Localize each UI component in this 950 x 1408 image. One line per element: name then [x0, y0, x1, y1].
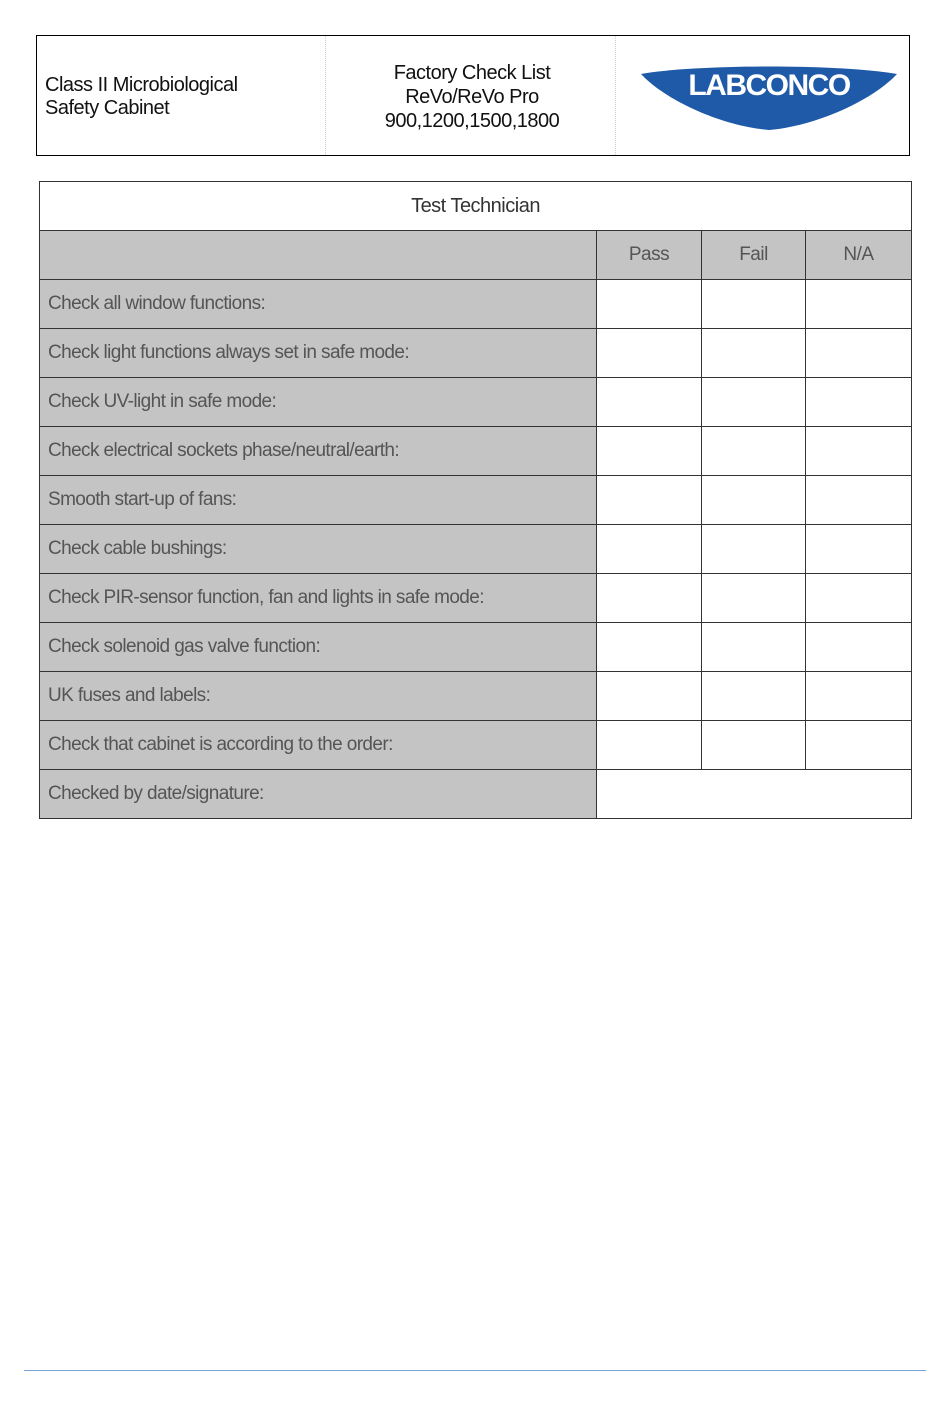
logo-wordmark: LABCONCO: [688, 69, 850, 102]
factory-checklist-table: [39, 181, 912, 819]
header-divider-right: [615, 36, 616, 155]
na-checkbox-cell[interactable]: [806, 329, 912, 378]
check-item-label: Check electrical sockets phase/neutral/earth:: [40, 427, 597, 476]
fail-checkbox-cell[interactable]: [702, 427, 806, 476]
pass-checkbox-cell[interactable]: [597, 329, 702, 378]
check-item-label: Check solenoid gas valve function:: [40, 623, 597, 672]
pass-checkbox-cell[interactable]: [597, 672, 702, 721]
cabinet-type-line1: Class II Microbiological: [45, 74, 238, 96]
document-title-line3: 900,1200,1500,1800: [384, 110, 560, 132]
pass-checkbox-cell[interactable]: [597, 623, 702, 672]
cabinet-type-line2: Safety Cabinet: [45, 97, 170, 119]
na-checkbox-cell[interactable]: [806, 427, 912, 476]
check-item-label: Smooth start-up of fans:: [40, 476, 597, 525]
na-checkbox-cell[interactable]: [806, 378, 912, 427]
fail-checkbox-cell[interactable]: [702, 672, 806, 721]
document-title-line2: ReVo/ReVo Pro: [405, 86, 539, 108]
checklist-title-row: [40, 182, 912, 231]
labconco-logo: [637, 60, 901, 132]
check-item-label: Check light functions always set in safe mode:: [40, 329, 597, 378]
na-column-header: N/A: [806, 231, 912, 280]
checklist-row: [40, 574, 912, 623]
pass-checkbox-cell[interactable]: [597, 525, 702, 574]
checklist-row: [40, 721, 912, 770]
document-title-line1: Factory Check List: [393, 62, 551, 84]
fail-checkbox-cell[interactable]: [702, 623, 806, 672]
na-checkbox-cell[interactable]: [806, 672, 912, 721]
signature-row: [40, 770, 912, 819]
checklist-row: [40, 329, 912, 378]
checklist-row: [40, 476, 912, 525]
na-checkbox-cell[interactable]: [806, 476, 912, 525]
check-item-label: Check all window functions:: [40, 280, 597, 329]
pass-checkbox-cell[interactable]: [597, 427, 702, 476]
footer-rule: [24, 1370, 926, 1371]
document-title: [327, 61, 617, 133]
signature-field[interactable]: [597, 770, 912, 819]
checklist-header-row: [40, 231, 912, 280]
na-checkbox-cell[interactable]: [806, 574, 912, 623]
cabinet-type: [45, 74, 238, 120]
checklist-row: [40, 623, 912, 672]
fail-checkbox-cell[interactable]: [702, 280, 806, 329]
header-divider-left: [325, 36, 326, 155]
signature-label: Checked by date/signature:: [40, 770, 597, 819]
na-checkbox-cell[interactable]: [806, 525, 912, 574]
pass-checkbox-cell[interactable]: [597, 574, 702, 623]
test-technician-title: Test Technician: [40, 182, 912, 231]
check-item-label: Check UV-light in safe mode:: [40, 378, 597, 427]
check-item-label: Check PIR-sensor function, fan and lights in safe mode:: [40, 574, 597, 623]
na-checkbox-cell[interactable]: [806, 280, 912, 329]
checklist-row: [40, 427, 912, 476]
pass-checkbox-cell[interactable]: [597, 280, 702, 329]
fail-checkbox-cell[interactable]: [702, 574, 806, 623]
na-checkbox-cell[interactable]: [806, 721, 912, 770]
fail-checkbox-cell[interactable]: [702, 378, 806, 427]
na-checkbox-cell[interactable]: [806, 623, 912, 672]
fail-checkbox-cell[interactable]: [702, 476, 806, 525]
pass-checkbox-cell[interactable]: [597, 476, 702, 525]
checklist-row: [40, 672, 912, 721]
checklist-row: [40, 280, 912, 329]
pass-checkbox-cell[interactable]: [597, 378, 702, 427]
fail-checkbox-cell[interactable]: [702, 721, 806, 770]
fail-checkbox-cell[interactable]: [702, 525, 806, 574]
checklist-row: [40, 525, 912, 574]
check-item-label: Check that cabinet is according to the order:: [40, 721, 597, 770]
pass-column-header: Pass: [597, 231, 702, 280]
fail-checkbox-cell[interactable]: [702, 329, 806, 378]
item-column-header: [40, 231, 597, 280]
check-item-label: Check cable bushings:: [40, 525, 597, 574]
checklist-row: [40, 378, 912, 427]
document-header: [36, 35, 910, 156]
pass-checkbox-cell[interactable]: [597, 721, 702, 770]
check-item-label: UK fuses and labels:: [40, 672, 597, 721]
fail-column-header: Fail: [702, 231, 806, 280]
